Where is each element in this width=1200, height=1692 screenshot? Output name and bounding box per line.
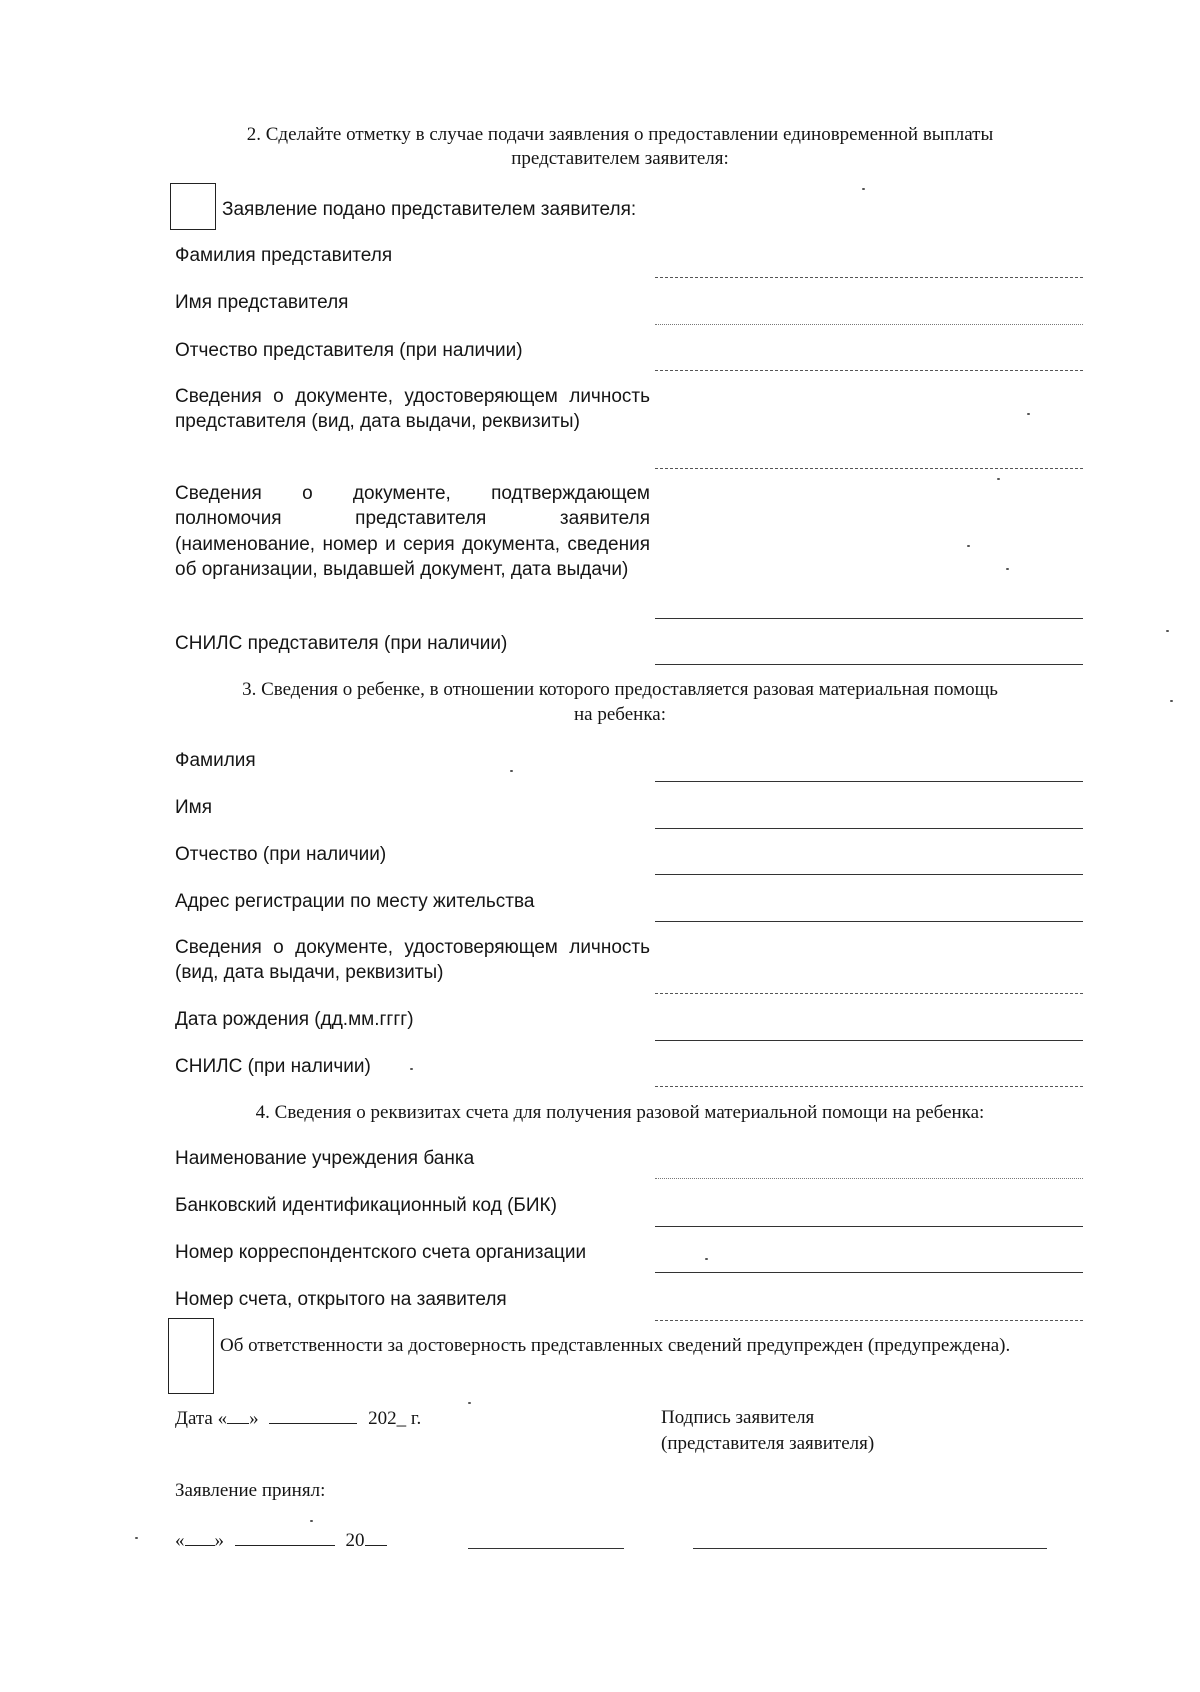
section-4-title: 4. Сведения о реквизитах счета для получения разовой материальной помощи на ребенка: <box>255 1102 985 1123</box>
bik-label: Банковский идентификационный код (БИК) <box>175 1195 557 1216</box>
scan-speck <box>1166 630 1169 632</box>
signature-label-line-1: Подпись заявителя <box>661 1407 815 1428</box>
scan-speck <box>705 1258 708 1260</box>
section-2-title-line-2: представителем заявителя: <box>511 148 729 169</box>
child-name-label: Имя <box>175 797 213 818</box>
corr-account-field[interactable] <box>655 1272 1083 1273</box>
child-patronymic-field[interactable] <box>655 874 1083 875</box>
rep-patronymic-label: Отчество представителя (при наличии) <box>175 340 523 361</box>
accepted-name-field[interactable] <box>693 1548 1047 1549</box>
signature-label-line-2: (представителя заявителя) <box>661 1433 875 1454</box>
rep-patronymic-field[interactable] <box>655 370 1083 371</box>
date-month-blank[interactable] <box>269 1405 357 1424</box>
rep-authority-doc-field[interactable] <box>655 618 1083 619</box>
date-close-quote: » <box>249 1408 259 1429</box>
date-year: 202_ г. <box>368 1408 422 1429</box>
accepted-open-quote: « <box>175 1530 185 1551</box>
accepted-close-quote: » <box>214 1530 224 1551</box>
scan-speck <box>1027 413 1030 415</box>
scan-speck <box>468 1402 471 1404</box>
child-patronymic-label: Отчество (при наличии) <box>175 844 387 865</box>
representative-checkbox-label: Заявление подано представителем заявителя: <box>222 199 637 220</box>
child-birth-date-field[interactable] <box>655 1040 1083 1041</box>
responsibility-text: Об ответственности за достоверность представленных сведений предупрежден (предупреждена). <box>220 1335 1011 1356</box>
section-3-title-line-2: на ребенка: <box>574 704 666 725</box>
rep-name-label: Имя представителя <box>175 292 349 313</box>
accepted-signature-field[interactable] <box>468 1548 624 1549</box>
bank-name-field[interactable] <box>655 1178 1083 1179</box>
rep-id-doc-field[interactable] <box>655 468 1083 469</box>
scan-speck <box>1170 700 1173 702</box>
child-snils-label: СНИЛС (при наличии) <box>175 1056 371 1077</box>
scan-speck <box>510 770 513 772</box>
applicant-date <box>175 1405 421 1431</box>
account-label: Номер счета, открытого на заявителя <box>175 1289 507 1310</box>
rep-surname-label: Фамилия представителя <box>175 245 393 266</box>
date-day-blank[interactable] <box>227 1405 249 1424</box>
bank-name-label: Наименование учреждения банка <box>175 1148 475 1169</box>
rep-authority-doc-label: Сведения о документе, подтверждающем полномочия представителя заявителя (наименование, номер и серия документа, сведения об организации, выдавшей документ, дата выдачи) <box>175 483 650 580</box>
child-birth-date-label: Дата рождения (дд.мм.гггг) <box>175 1009 414 1030</box>
rep-snils-field[interactable] <box>655 664 1083 665</box>
scan-speck <box>967 545 970 547</box>
section-3-title-line-1: 3. Сведения о ребенке, в отношении которого предоставляется разовая материальная помощь <box>242 679 998 700</box>
scan-speck <box>135 1537 138 1539</box>
child-surname-field[interactable] <box>655 781 1083 782</box>
rep-surname-field[interactable] <box>655 277 1083 278</box>
scan-speck <box>1006 568 1009 570</box>
child-address-field[interactable] <box>655 921 1083 922</box>
responsibility-checkbox[interactable] <box>168 1318 214 1394</box>
representative-checkbox[interactable] <box>170 183 216 230</box>
corr-account-label: Номер корреспондентского счета организации <box>175 1242 587 1263</box>
rep-name-field[interactable] <box>655 324 1083 325</box>
child-name-field[interactable] <box>655 828 1083 829</box>
accepted-year: 20 <box>345 1530 365 1551</box>
section-2-title-line-1: 2. Сделайте отметку в случае подачи заявления о предоставлении единовременной выплаты <box>246 124 994 145</box>
child-snils-field[interactable] <box>655 1086 1083 1087</box>
scan-speck <box>862 188 865 190</box>
account-field[interactable] <box>655 1320 1083 1321</box>
accepted-month-blank[interactable] <box>235 1527 335 1546</box>
accepted-year-blank[interactable] <box>365 1527 387 1546</box>
rep-snils-label: СНИЛС представителя (при наличии) <box>175 633 508 654</box>
accepted-date <box>175 1527 387 1553</box>
date-open-quote: Дата « <box>175 1408 228 1429</box>
scan-speck <box>310 1520 313 1522</box>
scan-speck <box>997 478 1000 480</box>
child-surname-label: Фамилия <box>175 750 256 771</box>
accepted-label: Заявление принял: <box>175 1480 326 1501</box>
child-id-doc-label: Сведения о документе, удостоверяющем личность (вид, дата выдачи, реквизиты) <box>175 937 650 984</box>
rep-id-doc-label: Сведения о документе, удостоверяющем личность представителя (вид, дата выдачи, реквизиты) <box>175 386 650 433</box>
child-id-doc-field[interactable] <box>655 993 1083 994</box>
child-address-label: Адрес регистрации по месту жительства <box>175 891 535 912</box>
bik-field[interactable] <box>655 1226 1083 1227</box>
scan-speck <box>410 1068 413 1070</box>
accepted-day-blank[interactable] <box>185 1527 215 1546</box>
